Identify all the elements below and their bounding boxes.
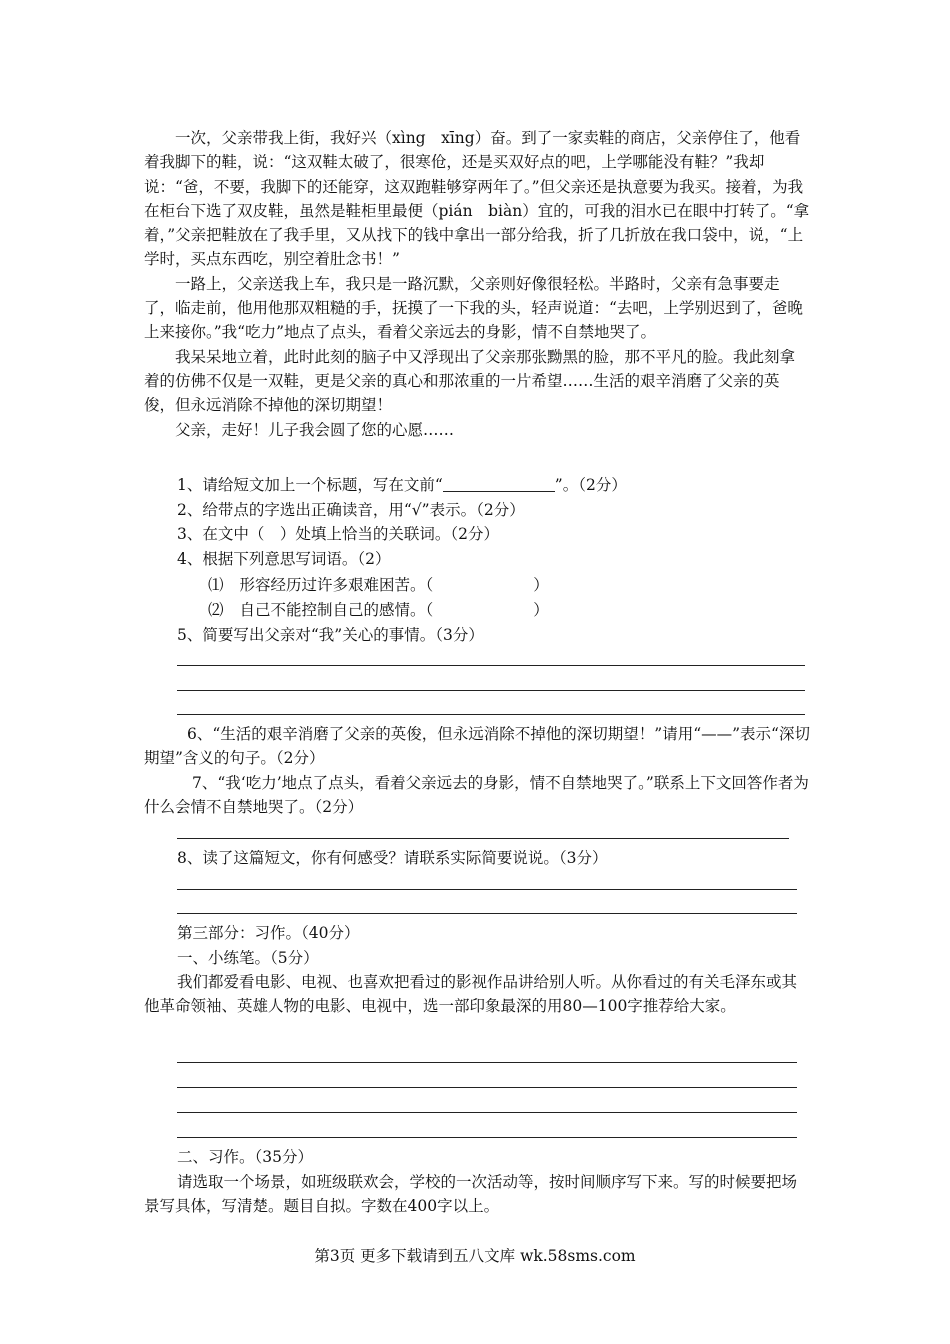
answer-line[interactable] (177, 1062, 797, 1063)
question-1-points: ”。（2分） (554, 476, 627, 494)
question-4: 4、根据下列意思写词语。（2） (177, 550, 391, 568)
part3-title: 第三部分：习作。（40分） (177, 924, 360, 942)
question-7: 7、“我‘吃力’地点了点头，看着父亲远去的身影，情不自禁地哭了。”联系上下文回答作者为什么会情不自禁地哭了。（2分） (144, 774, 809, 817)
answer-line[interactable] (177, 1137, 797, 1138)
answer-line[interactable] (177, 690, 805, 691)
question-4-item-1 (208, 573, 549, 597)
answer-line[interactable] (177, 1087, 797, 1088)
item-number: ⑵ (208, 601, 224, 619)
section2-prompt: 请选取一个场景，如班级联欢会，学校的一次活动等，按时间顺序写下来。写的时候要把场景写具体，写清楚。题目自拟。字数在400字以上。 (144, 1173, 798, 1216)
question-4-item-2 (208, 598, 549, 622)
question-1 (177, 473, 627, 497)
paren-close: ） (533, 601, 549, 619)
question-8: 8、读了这篇短文，你有何感受？请联系实际简要说说。（3分） (177, 849, 608, 867)
item-text: 形容经历过许多艰难困苦。（ (239, 576, 434, 594)
question-3: 3、在文中（ ）处填上恰当的关联词。（2分） (177, 525, 499, 543)
passage (144, 126, 810, 442)
section1-title: 一、小练笔。（5分） (177, 949, 319, 967)
question-1-text: 1、请给短文加上一个标题，写在文前“ (177, 476, 443, 494)
question-2: 2、给带点的字选出正确读音，用“√”表示。（2分） (177, 501, 525, 519)
passage-paragraph-3: 我呆呆地立着，此时此刻的脑子中又浮现出了父亲那张黝黑的脸，那不平凡的脸。我此刻拿着的仿佛不仅是一双鞋，更是父亲的真心和那浓重的一片希望……生活的艰辛消磨了父亲的英俊，但永远消除不掉他的深切期望！ (144, 347, 796, 415)
answer-line[interactable] (177, 913, 797, 914)
item-number: ⑴ (208, 576, 224, 594)
answer-line[interactable] (177, 1112, 797, 1113)
answer-line[interactable] (177, 889, 797, 890)
page-footer: 第3页 更多下载请到五八文库 wk.58sms.com (314, 1247, 636, 1265)
paren-close: ） (533, 576, 549, 594)
question-5: 5、简要写出父亲对“我”关心的事情。（3分） (177, 626, 484, 644)
section1-prompt: 我们都爱看电影、电视、也喜欢把看过的影视作品讲给别人听。从你看过的有关毛泽东或其他革命领袖、英雄人物的电影、电视中，选一部印象最深的用80—100字推荐给大家。 (144, 973, 798, 1016)
title-blank[interactable] (443, 477, 555, 492)
passage-paragraph-2: 一路上，父亲送我上车，我只是一路沉默，父亲则好像很轻松。半路时，父亲有急事要走了，临走前，他用他那双粗糙的手，抚摸了一下我的头，轻声说道：“去吧，上学别迟到了，爸晚上来接你。”我“吃力”地点了点头，看着父亲远去的身影，情不自禁地哭了。 (144, 274, 803, 342)
passage-paragraph-1: 一次，父亲带我上街，我好兴（xìng xīng）奋。到了一家卖鞋的商店，父亲停住了，他看着我脚下的鞋，说：“这双鞋太破了，很寒伧，还是买双好点的吧，上学哪能没有鞋？”我却说：“爸，不要，我脚下的还能穿，这双跑鞋够穿两年了。”但父亲还是执意要为我买。接着，为我在柜台下选了双皮鞋，虽然是鞋柜里最便（pián biàn）宜的，可我的泪水已在眼中打转了。“拿着，”父亲把鞋放在了我手里，又从找下的钱中拿出一部分给我，折了几折放在我口袋中，说，“上学时，买点东西吃，别空着肚念书！” (144, 129, 810, 269)
passage-paragraph-4: 父亲，走好！儿子我会圆了您的心愿…… (175, 420, 455, 439)
question-6: 6、“生活的艰辛消磨了父亲的英俊，但永远消除不掉他的深切期望！”请用“——”表示“深切期望”含义的句子。（2分） (144, 725, 810, 768)
section2-title: 二、习作。（35分） (177, 1148, 313, 1166)
item-text: 自己不能控制自己的感情。（ (239, 601, 434, 619)
answer-line[interactable] (177, 838, 789, 839)
answer-line[interactable] (177, 714, 805, 715)
answer-line[interactable] (177, 665, 805, 666)
